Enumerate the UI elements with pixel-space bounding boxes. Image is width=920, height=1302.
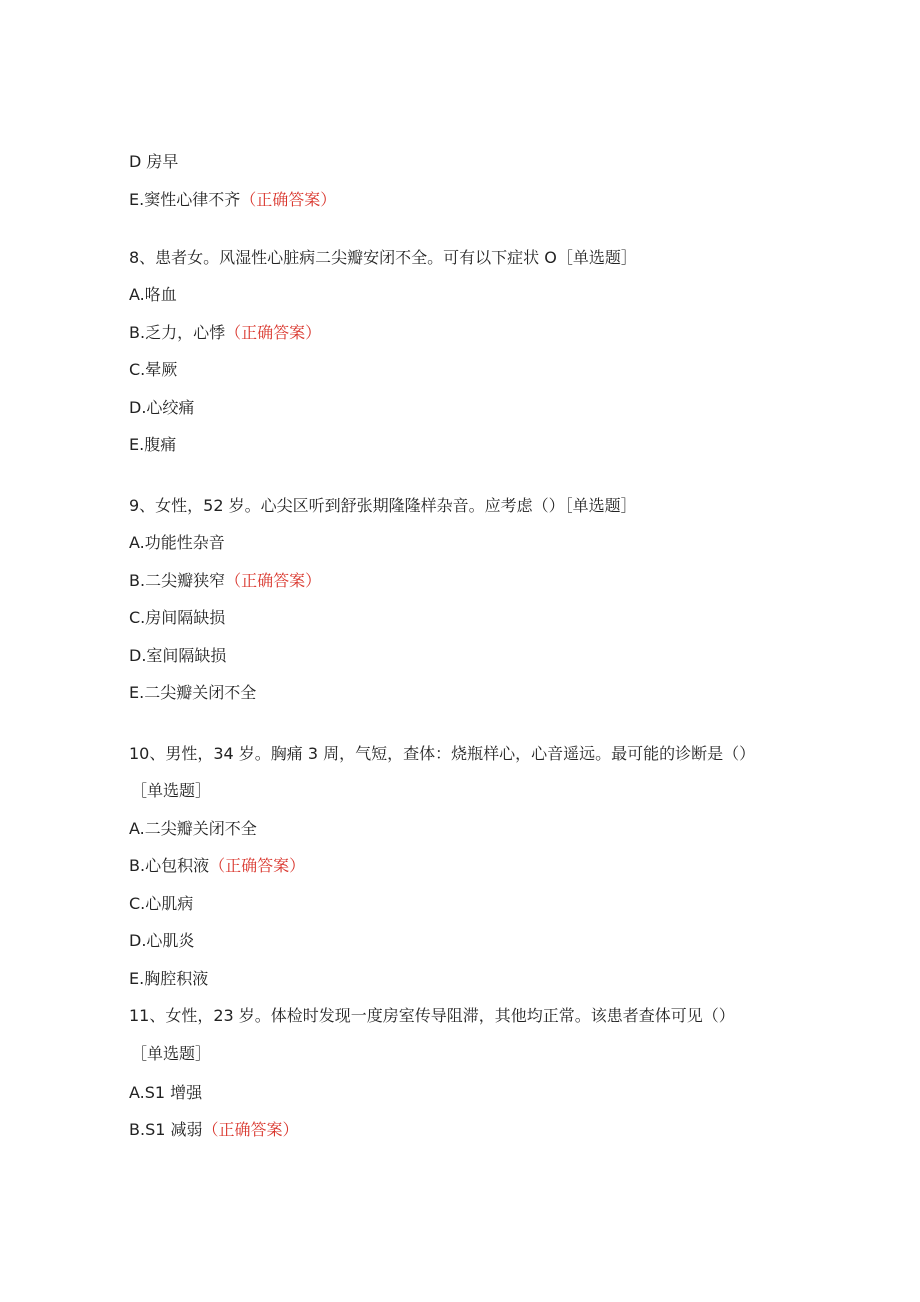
correct-answer-mark: （正确答案）	[202, 1120, 299, 1139]
option-q10-d: D.心肌炎	[129, 931, 195, 950]
correct-answer-mark: （正确答案）	[240, 190, 337, 209]
option-q8-b: B.乏力，心悸（正确答案）	[129, 323, 322, 342]
question-10-stem: 10、男性，34 岁。胸痛 3 周，气短，查体：烧瓶样心，心音遥远。最可能的诊断是（）	[129, 744, 756, 763]
option-q8-d: D.心绞痛	[129, 398, 195, 417]
option-q7-d: D 房早	[129, 152, 179, 171]
option-q9-b: B.二尖瓣狭窄（正确答案）	[129, 571, 322, 590]
correct-answer-mark: （正确答案）	[225, 323, 322, 342]
option-q9-d: D.室间隔缺损	[129, 646, 227, 665]
option-q8-c: C.晕厥	[129, 360, 178, 379]
question-9-stem: 9、女性，52 岁。心尖区听到舒张期隆隆样杂音。应考虑（）［单选题］	[129, 496, 637, 515]
question-8-stem: 8、患者女。风湿性心脏病二尖瓣安闭不全。可有以下症状 O［单选题］	[129, 248, 637, 267]
question-11-stem: 11、女性，23 岁。体检时发现一度房室传导阻滞，其他均正常。该患者查体可见（）	[129, 1006, 735, 1025]
option-q10-e: E.胸腔积液	[129, 969, 209, 988]
option-q11-a: A.S1 增强	[129, 1083, 203, 1102]
option-q9-c: C.房间隔缺损	[129, 608, 226, 627]
question-10-type: ［单选题］	[131, 781, 212, 800]
option-q10-c: C.心肌病	[129, 894, 194, 913]
option-q10-a: A.二尖瓣关闭不全	[129, 819, 257, 838]
option-q7-e: E.窦性心律不齐（正确答案）	[129, 190, 337, 209]
correct-answer-mark: （正确答案）	[209, 856, 306, 875]
correct-answer-mark: （正确答案）	[225, 571, 322, 590]
option-q10-b: B.心包积液（正确答案）	[129, 856, 306, 875]
question-11-type: ［单选题］	[131, 1044, 212, 1063]
option-q11-b: B.S1 减弱（正确答案）	[129, 1120, 299, 1139]
option-q9-a: A.功能性杂音	[129, 533, 225, 552]
option-q9-e: E.二尖瓣关闭不全	[129, 683, 257, 702]
option-q8-a: A.咯血	[129, 285, 177, 304]
option-q8-e: E.腹痛	[129, 435, 177, 454]
